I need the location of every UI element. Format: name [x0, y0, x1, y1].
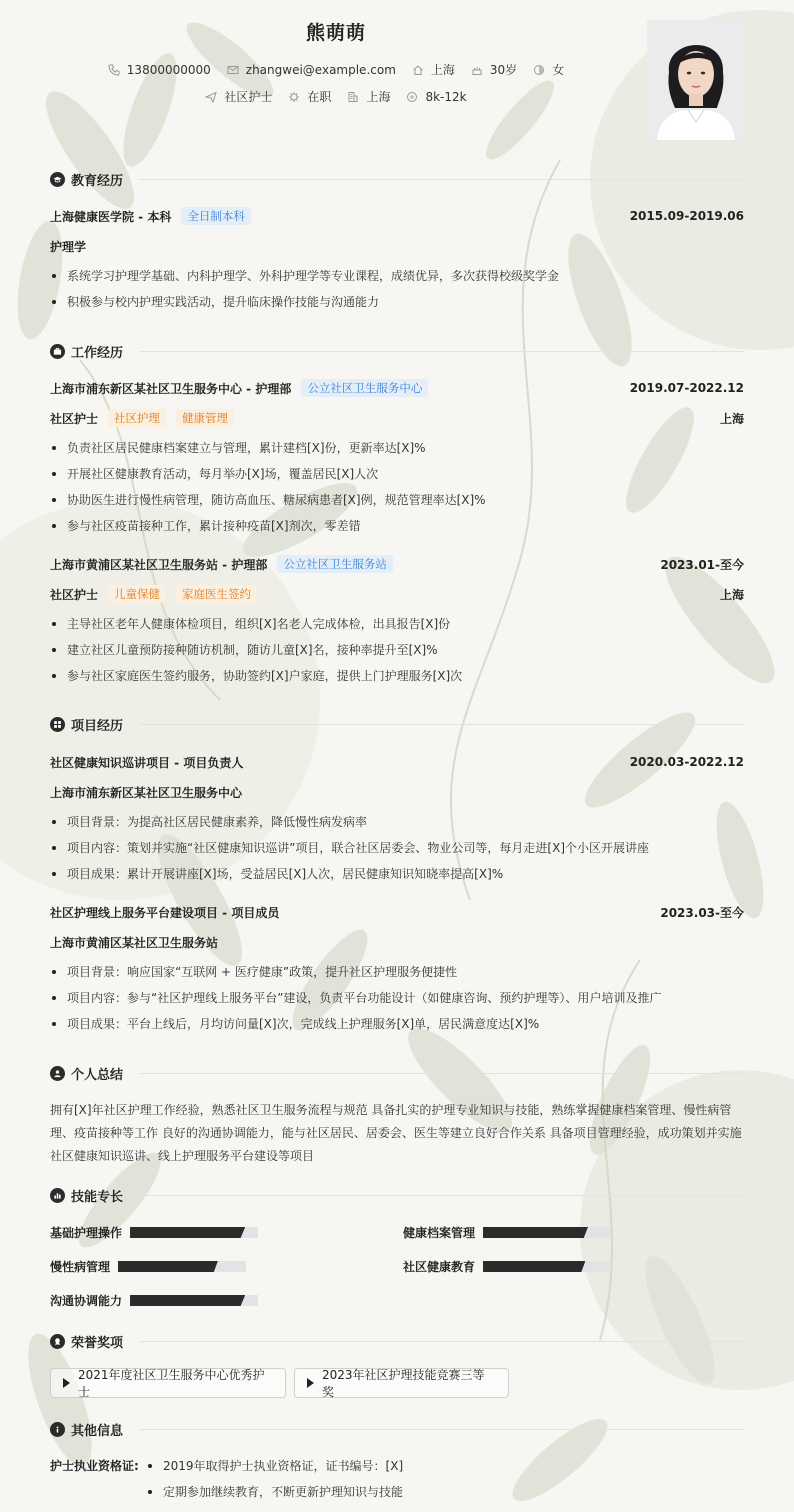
skill-bar	[483, 1261, 611, 1272]
education-header-row	[50, 206, 744, 226]
work-org: 上海市浦东新区某社区卫生服务中心 - 护理部	[50, 381, 292, 396]
city-info	[412, 61, 455, 78]
work-date: 2023.01-至今	[660, 557, 744, 572]
skill-bar-fill	[130, 1227, 245, 1238]
home-icon	[412, 64, 424, 76]
salary-info	[406, 88, 466, 105]
list-item: 项目内容：策划并实施“社区健康知识巡讲”项目，联合社区居委会、物业公司等，每月走进[X]个小区开展讲座	[50, 835, 744, 861]
education-title: 教育经历	[71, 173, 124, 189]
info-icon	[50, 1422, 65, 1437]
award-text: 2023年社区护理技能竞赛三等奖	[322, 1368, 485, 1399]
work-org-tag: 公立社区卫生服务站	[277, 555, 393, 573]
skill-bar-fill	[130, 1295, 245, 1306]
project-org: 上海市黄浦区某社区卫生服务站	[50, 935, 219, 950]
bar-chart-icon	[50, 1188, 65, 1203]
skill-tag: 健康管理	[176, 409, 234, 427]
email-info	[227, 61, 396, 78]
project-name: 社区健康知识巡讲项目 - 项目负责人	[50, 755, 244, 770]
work-item-1-bullets	[50, 435, 744, 539]
job-info	[205, 88, 272, 105]
projects-title: 项目经历	[71, 718, 124, 734]
award-badge	[50, 1368, 286, 1398]
contact-row-2	[0, 88, 672, 105]
list-item: 参与社区家庭医生签约服务，协助签约[X]户家庭，提供上门护理服务[X]次	[50, 663, 744, 689]
work-org-tag: 公立社区卫生服务中心	[301, 379, 428, 397]
list-item: 协助医生进行慢性病管理，随访高血压、糖尿病患者[X]例，规范管理率达[X]%	[50, 487, 744, 513]
project-name: 社区护理线上服务平台建设项目 - 项目成员	[50, 905, 280, 920]
work-item-1-header	[50, 378, 744, 398]
user-icon	[50, 1066, 65, 1081]
work-item-2-header	[50, 554, 744, 574]
skill-item	[50, 1292, 258, 1309]
awards-title: 荣誉奖项	[71, 1335, 124, 1351]
email-text: zhangwei@example.com	[245, 62, 396, 77]
send-icon	[205, 91, 217, 103]
skill-name: 慢性病管理	[50, 1260, 111, 1274]
skill-name: 健康档案管理	[403, 1226, 476, 1240]
work-item-2-bullets	[50, 611, 744, 689]
work-role: 社区护士	[50, 411, 99, 426]
skills-title: 技能专长	[71, 1189, 124, 1205]
other-title: 其他信息	[71, 1423, 124, 1439]
project-org: 上海市浦东新区某社区卫生服务中心	[50, 785, 243, 800]
skill-tag: 家庭医生签约	[176, 585, 257, 603]
section-divider	[139, 724, 744, 725]
cake-icon	[471, 64, 483, 76]
list-item: 参与社区疫苗接种工作，累计接种疫苗[X]剂次，零差错	[50, 513, 744, 539]
skill-bar	[130, 1227, 258, 1238]
work-title: 工作经历	[71, 345, 124, 361]
list-item: 系统学习护理学基础、内科护理学、外科护理学等专业课程，成绩优异，多次获得校级奖学金	[50, 263, 744, 289]
skill-tag: 儿童保健	[108, 585, 166, 603]
skill-item	[50, 1258, 246, 1275]
education-date: 2015.09-2019.06	[629, 209, 744, 223]
gender-icon	[533, 64, 545, 76]
job-text: 社区护士	[224, 90, 273, 104]
education-type-tag: 全日制本科	[181, 207, 251, 225]
profile-photo	[647, 20, 744, 140]
work-role: 社区护士	[50, 587, 99, 602]
project-2-bullets	[50, 959, 744, 1037]
skill-name: 社区健康教育	[403, 1260, 476, 1274]
education-major: 护理学	[50, 239, 87, 254]
project-2-header	[50, 902, 744, 922]
work-location: 上海	[719, 411, 744, 426]
projects-section-title	[50, 713, 744, 735]
work-item-2-role	[50, 584, 744, 604]
briefcase-icon	[50, 344, 65, 359]
gender-text: 女	[552, 63, 565, 77]
work-org: 上海市黄浦区某社区卫生服务站 - 护理部	[50, 557, 268, 572]
salary-icon	[406, 91, 418, 103]
list-item: 负责社区居民健康档案建立与管理，累计建档[X]份，更新率达[X]%	[50, 435, 744, 461]
award-text: 2021年度社区卫生服务中心优秀护士	[78, 1368, 265, 1399]
gender-info	[533, 61, 564, 78]
status-text: 在职	[307, 90, 332, 104]
list-item: 项目成果：累计开展讲座[X]场，受益居民[X]人次，居民健康知识知晓率提高[X]%	[50, 861, 744, 887]
medal-icon	[50, 1334, 65, 1349]
project-1-org-row	[50, 782, 744, 802]
section-divider	[139, 1073, 744, 1074]
skill-item	[403, 1224, 611, 1241]
graduation-cap-icon	[50, 172, 65, 187]
salary-text: 8k-12k	[425, 89, 467, 104]
section-divider	[139, 179, 744, 180]
work-city-text: 上海	[366, 90, 391, 104]
education-bullets	[50, 263, 744, 315]
summary-section-title	[50, 1062, 744, 1084]
avatar	[647, 20, 744, 140]
project-2-org-row	[50, 932, 744, 952]
list-item: 项目内容：参与“社区护理线上服务平台”建设，负责平台功能设计（如健康咨询、预约护理等）、用户培训及推广	[50, 985, 744, 1011]
project-date: 2020.03-2022.12	[629, 755, 744, 769]
list-item: 积极参与校内护理实践活动，提升临床操作技能与沟通能力	[50, 289, 744, 315]
list-item: 主导社区老年人健康体检项目，组织[X]名老人完成体检，出具报告[X]份	[50, 611, 744, 637]
skill-name: 沟通协调能力	[50, 1294, 123, 1308]
award-badge	[294, 1368, 509, 1398]
list-item: 建立社区儿童预防接种随访机制，随访儿童[X]名，接种率提升至[X]%	[50, 637, 744, 663]
section-divider	[139, 351, 744, 352]
awards-section-title	[50, 1330, 744, 1352]
section-divider	[139, 1341, 744, 1342]
skill-tag: 社区护理	[108, 409, 166, 427]
skill-item	[403, 1258, 611, 1275]
list-item: 开展社区健康教育活动，每月举办[X]场，覆盖居民[X]人次	[50, 461, 744, 487]
project-1-header	[50, 752, 744, 772]
play-triangle-icon	[307, 1378, 314, 1388]
contact-row-1	[0, 61, 672, 78]
skill-bar	[118, 1261, 246, 1272]
list-item: 2019年取得护士执业资格证，证书编号：[X]	[146, 1453, 403, 1479]
skill-item	[50, 1224, 258, 1241]
skill-bar-fill	[483, 1227, 588, 1238]
summary-line: 理、疫苗接种等工作 良好的沟通协调能力，能与社区居民、居委会、医生等建立良好合作关系 具备项目管理经验，成功策划并实施	[50, 1126, 742, 1140]
play-triangle-icon	[63, 1378, 70, 1388]
age-info	[471, 61, 517, 78]
skill-bar-fill	[483, 1261, 585, 1272]
skill-bar-fill	[118, 1261, 218, 1272]
summary-line: 拥有[X]年社区护理工作经验，熟悉社区卫生服务流程与规范 具备扎实的护理专业知识与技能，熟练掌握健康档案管理、慢性病管	[50, 1103, 732, 1117]
section-divider	[139, 1195, 744, 1196]
work-item-1-role	[50, 408, 744, 428]
list-item: 项目背景：响应国家“互联网 + 医疗健康”政策，提升社区护理服务便捷性	[50, 959, 744, 985]
skill-name: 基础护理操作	[50, 1226, 123, 1240]
project-1-bullets	[50, 809, 744, 887]
list-item: 项目成果：平台上线后，月均访问量[X]次，完成线上护理服务[X]单，居民满意度达[X]%	[50, 1011, 744, 1037]
summary-title: 个人总结	[71, 1067, 124, 1083]
education-section-title	[50, 168, 744, 190]
work-location: 上海	[719, 587, 744, 602]
other-section-title	[50, 1418, 744, 1440]
age-text: 30岁	[489, 63, 518, 77]
certificate-label: 护士执业资格证:	[50, 1459, 139, 1473]
project-date: 2023.03-至今	[660, 905, 744, 920]
status-info	[288, 88, 331, 105]
skill-bar	[483, 1227, 611, 1238]
certificate-list	[146, 1453, 403, 1505]
status-icon	[288, 91, 300, 103]
summary-line: 社区健康知识巡讲、线上护理服务平台建设等项目	[50, 1149, 315, 1163]
building-icon	[347, 91, 359, 103]
phone-icon	[108, 64, 120, 76]
section-divider	[139, 1429, 744, 1430]
phone-info	[108, 61, 211, 78]
skill-bar	[130, 1295, 258, 1306]
work-section-title	[50, 340, 744, 362]
city-text: 上海	[430, 63, 455, 77]
phone-text: 13800000000	[126, 62, 211, 77]
list-item: 定期参加继续教育，不断更新护理知识与技能	[146, 1479, 403, 1505]
list-item: 项目背景：为提高社区居民健康素养，降低慢性病发病率	[50, 809, 744, 835]
work-date: 2019.07-2022.12	[629, 381, 744, 395]
candidate-name: 熊萌萌	[305, 22, 366, 44]
education-major-row	[50, 236, 744, 256]
summary-text	[50, 1099, 750, 1168]
education-school: 上海健康医学院 - 本科	[50, 209, 172, 224]
grid-icon	[50, 717, 65, 732]
skills-section-title	[50, 1184, 744, 1206]
mail-icon	[227, 64, 239, 76]
work-city-info	[347, 88, 390, 105]
